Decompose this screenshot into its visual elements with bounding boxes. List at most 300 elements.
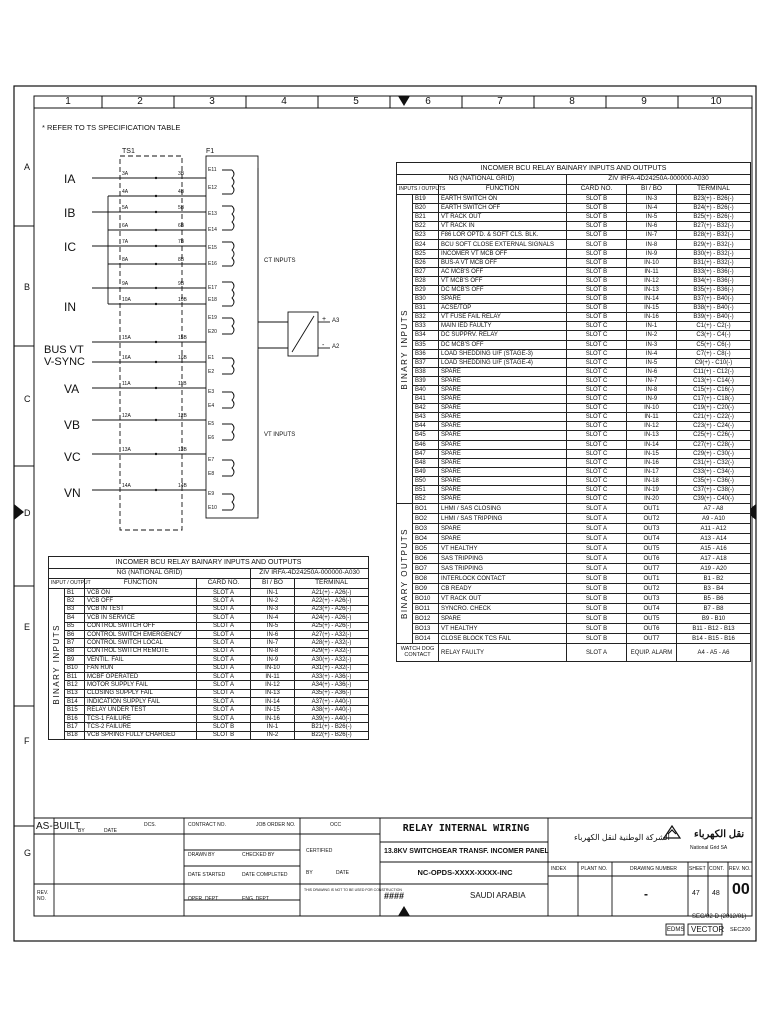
date-completed: DATE COMPLETED bbox=[242, 872, 288, 878]
ts-terminal-label: 13B bbox=[178, 447, 187, 453]
table-cell: IN-17 bbox=[627, 467, 677, 476]
table-cell: OUT7 bbox=[627, 634, 677, 644]
table-cell: A30(+) - A32(-) bbox=[295, 656, 369, 664]
ts-terminal-label: 10B bbox=[178, 297, 187, 303]
table-cell: SLOT C bbox=[567, 413, 627, 422]
cont-value: 48 bbox=[712, 890, 720, 897]
left-io-table bbox=[48, 556, 369, 740]
table-cell: BO10 bbox=[413, 594, 439, 604]
table-cell: B2 bbox=[65, 597, 85, 605]
col-function: FUNCTION bbox=[439, 185, 567, 195]
table-row bbox=[397, 295, 751, 304]
table-cell: SLOT A bbox=[197, 689, 251, 697]
table-cell: B29 bbox=[413, 285, 439, 294]
table-cell: C31(+) - C32(-) bbox=[677, 458, 751, 467]
table-row bbox=[397, 240, 751, 249]
table-cell: SPARE bbox=[439, 524, 567, 534]
table-cell: B30 bbox=[413, 295, 439, 304]
table-cell: VT MCB'S OFF bbox=[439, 276, 567, 285]
table-cell: IN-16 bbox=[251, 714, 295, 722]
table-cell: B47 bbox=[413, 449, 439, 458]
table-row bbox=[397, 267, 751, 276]
table-cell: B41 bbox=[413, 395, 439, 404]
ts-terminal-label: 6B bbox=[178, 223, 185, 229]
table-cell: IN-2 bbox=[251, 597, 295, 605]
table-cell: SLOT B bbox=[567, 231, 627, 240]
ts-terminal-label: 6A bbox=[122, 223, 129, 229]
table-cell: C7(+) - C8(-) bbox=[677, 349, 751, 358]
table-row bbox=[397, 574, 751, 584]
transducer-a2: A2 bbox=[332, 344, 340, 350]
table-row bbox=[397, 422, 751, 431]
table-cell: SLOT B bbox=[567, 304, 627, 313]
table-cell: C27(+) - C28(-) bbox=[677, 440, 751, 449]
table-cell: SLOT B bbox=[567, 313, 627, 322]
table-cell: A29(+) - A32(-) bbox=[295, 647, 369, 655]
as-built-date: DATE bbox=[104, 828, 117, 834]
table-row bbox=[397, 504, 751, 514]
table-row bbox=[397, 204, 751, 213]
table-cell: B40 bbox=[413, 385, 439, 394]
table-cell: B13 bbox=[65, 689, 85, 697]
ts-terminal-label: 8A bbox=[122, 257, 129, 263]
transducer-plus: + bbox=[322, 316, 327, 323]
table-cell: SLOT A bbox=[567, 544, 627, 554]
table-cell: IN-1 bbox=[251, 723, 295, 731]
table-cell: B32 bbox=[413, 313, 439, 322]
table-cell: C15(+) - C16(-) bbox=[677, 385, 751, 394]
signal-va: VA bbox=[64, 382, 80, 396]
table-row bbox=[49, 589, 369, 597]
table-cell: CONTROL SWITCH OFF bbox=[85, 622, 197, 630]
table-cell: B28(+) - B32(-) bbox=[677, 231, 751, 240]
left-table-title: INCOMER BCU RELAY BAINARY INPUTS AND OUTPUTS bbox=[49, 557, 369, 569]
table-cell: B6 bbox=[65, 630, 85, 638]
signal-in: IN bbox=[64, 300, 76, 314]
table-cell: SLOT A bbox=[197, 589, 251, 597]
table-row bbox=[49, 647, 369, 655]
ts1-label: TS1 bbox=[122, 148, 135, 155]
table-cell: IN-9 bbox=[251, 656, 295, 664]
table-cell: IN-12 bbox=[251, 681, 295, 689]
table-cell: B34 bbox=[413, 331, 439, 340]
table-cell: B48 bbox=[413, 458, 439, 467]
table-cell: B20 bbox=[413, 204, 439, 213]
table-cell: VCB IN TEST bbox=[85, 605, 197, 613]
table-cell: SLOT B bbox=[567, 240, 627, 249]
table-cell: B21 bbox=[413, 213, 439, 222]
watchdog-bibo: EQUIP. ALARM bbox=[627, 644, 677, 662]
table-cell: C3(+) - C4(-) bbox=[677, 331, 751, 340]
table-cell: SPARE bbox=[439, 404, 567, 413]
table-row bbox=[397, 404, 751, 413]
table-cell: IN-11 bbox=[627, 267, 677, 276]
table-cell: A15 - A16 bbox=[677, 544, 751, 554]
table-cell: IN-2 bbox=[251, 731, 295, 739]
table-row bbox=[397, 624, 751, 634]
table-cell: OUT5 bbox=[627, 544, 677, 554]
table-cell: SLOT A bbox=[197, 714, 251, 722]
signal-v-sync: V-SYNC bbox=[44, 356, 85, 368]
ts-terminal-label: 5A bbox=[122, 205, 129, 211]
watchdog-label: WATCH DOG CONTACT bbox=[397, 644, 439, 662]
table-cell: A7 - A8 bbox=[677, 504, 751, 514]
table-cell: IN-14 bbox=[627, 295, 677, 304]
table-cell: B30(+) - B32(-) bbox=[677, 249, 751, 258]
table-cell: IN-5 bbox=[627, 358, 677, 367]
table-cell: SLOT A bbox=[197, 622, 251, 630]
table-cell: SLOT C bbox=[567, 495, 627, 504]
table-cell: B33 bbox=[413, 322, 439, 331]
table-cell: C17(+) - C18(-) bbox=[677, 395, 751, 404]
table-row bbox=[397, 495, 751, 504]
col-terminal: TERMINAL bbox=[295, 579, 369, 589]
col-card: CARD NO. bbox=[197, 579, 251, 589]
table-cell: SLOT A bbox=[567, 554, 627, 564]
rev-value: 00 bbox=[732, 881, 750, 898]
table-cell: A28(+) - A32(-) bbox=[295, 639, 369, 647]
table-cell: VT RACK IN bbox=[439, 222, 567, 231]
table-cell: A24(+) - A26(-) bbox=[295, 614, 369, 622]
table-cell: B17 bbox=[65, 723, 85, 731]
ct-inputs-label: CT INPUTS bbox=[264, 258, 296, 264]
table-cell: IN-16 bbox=[627, 313, 677, 322]
f1-terminal-label: E9 bbox=[208, 491, 215, 497]
table-cell: VT FUSE FAIL RELAY bbox=[439, 313, 567, 322]
table-cell: B31 bbox=[413, 304, 439, 313]
table-cell: IN-1 bbox=[251, 589, 295, 597]
table-cell: SLOT C bbox=[567, 395, 627, 404]
table-row bbox=[397, 385, 751, 394]
table-cell: TCS-1 FAILURE bbox=[85, 714, 197, 722]
table-cell: SLOT B bbox=[567, 204, 627, 213]
table-cell: CLOSING SUPPLY FAIL bbox=[85, 689, 197, 697]
col-card: CARD NO. bbox=[567, 185, 627, 195]
table-cell: SLOT B bbox=[567, 195, 627, 204]
table-cell: B26 bbox=[413, 258, 439, 267]
table-cell: A31(+) - A32(-) bbox=[295, 664, 369, 672]
table-cell: SLOT C bbox=[567, 367, 627, 376]
table-cell: B27 bbox=[413, 267, 439, 276]
table-row bbox=[397, 604, 751, 614]
document-number: NC-OPDS-XXXX-XXXX-INC bbox=[417, 868, 513, 877]
table-cell: DC MCB'S OFF bbox=[439, 340, 567, 349]
table-cell: B21(+) - B26(-) bbox=[295, 723, 369, 731]
company-name-english: National Grid SA bbox=[690, 845, 728, 851]
ts-terminal-label: 9A bbox=[122, 281, 129, 287]
table-row bbox=[397, 524, 751, 534]
table-cell: DC MCB'S OFF bbox=[439, 285, 567, 294]
table-cell: BO1 bbox=[413, 504, 439, 514]
row-letter: G bbox=[24, 848, 32, 858]
table-row bbox=[49, 731, 369, 739]
table-cell: B37(+) - B40(-) bbox=[677, 295, 751, 304]
table-cell: VCB SPRING FULLY CHARGED bbox=[85, 731, 197, 739]
construction-notice: THIS DRAWING IS NOT TO BE USED FOR CONSTRUCTION bbox=[304, 888, 402, 892]
table-row bbox=[397, 313, 751, 322]
column-number: 10 bbox=[710, 96, 722, 107]
table-cell: B16 bbox=[65, 714, 85, 722]
table-cell: SLOT B bbox=[567, 249, 627, 258]
ts-terminal-label: 15A bbox=[122, 335, 131, 341]
ts-terminal-label: 8B bbox=[178, 257, 185, 263]
table-cell: BO12 bbox=[413, 614, 439, 624]
table-row bbox=[397, 440, 751, 449]
table-cell: SLOT A bbox=[567, 514, 627, 524]
table-row bbox=[397, 222, 751, 231]
table-cell: AC MCB'S OFF bbox=[439, 267, 567, 276]
table-row bbox=[49, 714, 369, 722]
table-cell: SLOT C bbox=[567, 322, 627, 331]
table-cell: RELAY UNDER TEST bbox=[85, 706, 197, 714]
table-cell: SYNCRO. CHECK bbox=[439, 604, 567, 614]
table-cell: BO9 bbox=[413, 584, 439, 594]
table-cell: SLOT B bbox=[197, 723, 251, 731]
f1-terminal-label: E12 bbox=[208, 185, 217, 191]
table-cell: SLOT C bbox=[567, 376, 627, 385]
table-cell: SLOT B bbox=[567, 276, 627, 285]
table-cell: A22(+) - A26(-) bbox=[295, 597, 369, 605]
table-cell: IN-15 bbox=[627, 304, 677, 313]
signal-ic: IC bbox=[64, 240, 76, 254]
table-row bbox=[397, 358, 751, 367]
table-cell: SLOT A bbox=[197, 597, 251, 605]
table-cell: SPARE bbox=[439, 367, 567, 376]
table-cell: A13 - A14 bbox=[677, 534, 751, 544]
table-cell: SPARE bbox=[439, 395, 567, 404]
table-cell: OUT2 bbox=[627, 584, 677, 594]
table-cell: A11 - A12 bbox=[677, 524, 751, 534]
f1-terminal-label: E19 bbox=[208, 315, 217, 321]
table-cell: BO2 bbox=[413, 514, 439, 524]
table-cell: VCB ON bbox=[85, 589, 197, 597]
ts-terminal-label: 3B bbox=[178, 171, 185, 177]
table-row bbox=[397, 594, 751, 604]
table-cell: VCB IN SERVICE bbox=[85, 614, 197, 622]
table-cell: SLOT C bbox=[567, 449, 627, 458]
table-cell: SLOT B bbox=[567, 574, 627, 584]
table-row bbox=[397, 258, 751, 267]
table-cell: B37 bbox=[413, 358, 439, 367]
table-cell: SLOT A bbox=[197, 605, 251, 613]
table-row bbox=[49, 622, 369, 630]
table-cell: OUT6 bbox=[627, 624, 677, 634]
table-cell: B9 - B10 bbox=[677, 614, 751, 624]
table-cell: CONTROL SWITCH LOCAL bbox=[85, 639, 197, 647]
column-number: 2 bbox=[137, 96, 143, 107]
table-cell: VCB OFF bbox=[85, 597, 197, 605]
table-cell: B25 bbox=[413, 249, 439, 258]
table-cell: IN-4 bbox=[627, 349, 677, 358]
rev-label: REV. NO. bbox=[729, 866, 751, 872]
table-row bbox=[397, 331, 751, 340]
column-number: 1 bbox=[65, 96, 71, 107]
right-io-header: INPUTS / OUTPUTS bbox=[397, 185, 439, 195]
table-cell: IN-1 bbox=[627, 322, 677, 331]
f1-terminal-label: E11 bbox=[208, 167, 217, 173]
table-cell: SLOT B bbox=[567, 614, 627, 624]
table-cell: A34(+) - A36(-) bbox=[295, 681, 369, 689]
table-cell: IN-15 bbox=[251, 706, 295, 714]
table-row bbox=[49, 723, 369, 731]
table-row bbox=[397, 614, 751, 624]
table-cell: IN-15 bbox=[627, 449, 677, 458]
column-number: 9 bbox=[641, 96, 647, 107]
table-cell: B3 bbox=[65, 605, 85, 613]
table-cell: B36 bbox=[413, 349, 439, 358]
table-cell: OUT4 bbox=[627, 534, 677, 544]
occ-label: OCC bbox=[330, 822, 342, 828]
table-row bbox=[49, 698, 369, 706]
company-name-arabic: الشركة الوطنية لنقل الكهرباء bbox=[574, 833, 670, 842]
ts-terminal-label: 7B bbox=[178, 239, 185, 245]
table-row bbox=[397, 195, 751, 204]
table-cell: B44 bbox=[413, 422, 439, 431]
table-cell: B31(+) - B32(-) bbox=[677, 258, 751, 267]
table-cell: SLOT A bbox=[197, 614, 251, 622]
signal-ib: IB bbox=[64, 206, 76, 220]
table-cell: SLOT A bbox=[197, 656, 251, 664]
f1-terminal-label: E18 bbox=[208, 297, 217, 303]
ts-terminal-label: 10A bbox=[122, 297, 131, 303]
table-cell: A38(+) - A40(-) bbox=[295, 706, 369, 714]
table-cell: C11(+) - C12(-) bbox=[677, 367, 751, 376]
footer-code: SEC/02-D (2012/01) bbox=[692, 914, 747, 920]
ts-terminal-label: 14A bbox=[122, 483, 131, 489]
table-cell: C25(+) - C26(-) bbox=[677, 431, 751, 440]
ts-terminal-label: 16B bbox=[178, 355, 187, 361]
table-cell: B39 bbox=[413, 376, 439, 385]
table-cell: A37(+) - A40(-) bbox=[295, 698, 369, 706]
table-cell: IN-4 bbox=[627, 204, 677, 213]
sheet-value: 47 bbox=[692, 890, 700, 897]
plant-no-label: PLANT NO. bbox=[581, 866, 608, 872]
table-row bbox=[397, 514, 751, 524]
table-cell: IN-13 bbox=[251, 689, 295, 697]
table-cell: IN-7 bbox=[627, 231, 677, 240]
ts-terminal-label: 3A bbox=[122, 171, 129, 177]
table-cell: IN-5 bbox=[627, 213, 677, 222]
table-cell: A27(+) - A32(-) bbox=[295, 630, 369, 638]
table-row bbox=[397, 564, 751, 574]
table-row bbox=[397, 584, 751, 594]
table-cell: VT RACK OUT bbox=[439, 213, 567, 222]
table-cell: B51 bbox=[413, 486, 439, 495]
table-cell: SLOT B bbox=[567, 258, 627, 267]
column-number: 8 bbox=[569, 96, 575, 107]
table-cell: B28 bbox=[413, 276, 439, 285]
table-cell: IN-9 bbox=[627, 249, 677, 258]
table-cell: SLOT B bbox=[567, 295, 627, 304]
table-cell: BO14 bbox=[413, 634, 439, 644]
table-cell: B9 bbox=[65, 656, 85, 664]
date-label: DATE bbox=[336, 870, 349, 876]
as-built-dcs: DCS. bbox=[144, 822, 156, 828]
table-cell: OUT1 bbox=[627, 574, 677, 584]
table-cell: B10 bbox=[65, 664, 85, 672]
table-cell: VT RACK OUT bbox=[439, 594, 567, 604]
table-row bbox=[397, 476, 751, 485]
table-cell: CB READY bbox=[439, 584, 567, 594]
table-cell: VENTIL. FAIL bbox=[85, 656, 197, 664]
rev-no-label: REV. NO. bbox=[37, 890, 49, 902]
table-cell: C5(+) - C6(-) bbox=[677, 340, 751, 349]
table-cell: IN-10 bbox=[627, 404, 677, 413]
f1-terminal-label: E2 bbox=[208, 369, 215, 375]
table-cell: SLOT A bbox=[197, 681, 251, 689]
table-cell: SPARE bbox=[439, 449, 567, 458]
drawing-title: RELAY INTERNAL WIRING bbox=[402, 823, 530, 834]
table-cell: SLOT C bbox=[567, 358, 627, 367]
table-cell: A21(+) - A26(-) bbox=[295, 589, 369, 597]
group-label: BINARY INPUTS bbox=[51, 623, 61, 705]
f1-terminal-label: E14 bbox=[208, 227, 217, 233]
table-row bbox=[397, 634, 751, 644]
table-row bbox=[397, 340, 751, 349]
f1-label: F1 bbox=[206, 148, 215, 155]
table-cell: MAIN IED FAULTY bbox=[439, 322, 567, 331]
table-cell: B24 bbox=[413, 240, 439, 249]
table-cell: SPARE bbox=[439, 413, 567, 422]
table-cell: SPARE bbox=[439, 614, 567, 624]
table-cell: IN-8 bbox=[627, 240, 677, 249]
f1-terminal-label: E5 bbox=[208, 421, 215, 427]
spec-note: * REFER TO TS SPECIFICATION TABLE bbox=[42, 123, 181, 132]
table-cell: FAN RUN bbox=[85, 664, 197, 672]
table-cell: VT HEALTHY bbox=[439, 624, 567, 634]
table-cell: B49 bbox=[413, 467, 439, 476]
table-cell: INCOMER VT MCB OFF bbox=[439, 249, 567, 258]
table-cell: SLOT C bbox=[567, 422, 627, 431]
group-label: BINARY INPUTS bbox=[399, 308, 409, 390]
table-cell: BO3 bbox=[413, 524, 439, 534]
table-cell: A23(+) - A26(-) bbox=[295, 605, 369, 613]
table-row bbox=[49, 639, 369, 647]
table-cell: IN-3 bbox=[251, 605, 295, 613]
ts-terminal-label: 5B bbox=[178, 205, 185, 211]
table-row bbox=[397, 458, 751, 467]
date-started: DATE STARTED bbox=[188, 872, 226, 878]
table-cell: B1 - B2 bbox=[677, 574, 751, 584]
ts-terminal-label: 12B bbox=[178, 413, 187, 419]
column-number: 5 bbox=[353, 96, 359, 107]
table-cell: B33(+) - B36(-) bbox=[677, 267, 751, 276]
table-cell: SLOT A bbox=[567, 534, 627, 544]
table-cell: C37(+) - C38(-) bbox=[677, 486, 751, 495]
table-cell: VT HEALTHY bbox=[439, 544, 567, 554]
table-cell: SLOT C bbox=[567, 340, 627, 349]
table-cell: C13(+) - C14(-) bbox=[677, 376, 751, 385]
table-cell: IN-7 bbox=[251, 639, 295, 647]
table-cell: B4 bbox=[65, 614, 85, 622]
table-cell: IN-14 bbox=[627, 440, 677, 449]
drawing-subtitle: 13.8KV SWITCHGEAR TRANSF. INCOMER PANEL bbox=[384, 848, 549, 855]
table-cell: C39(+) - C40(-) bbox=[677, 495, 751, 504]
table-cell: C29(+) - C30(-) bbox=[677, 449, 751, 458]
table-cell: SPARE bbox=[439, 440, 567, 449]
table-cell: B27(+) - B32(-) bbox=[677, 222, 751, 231]
ts-terminal-label: 9B bbox=[178, 281, 185, 287]
table-cell: OUT3 bbox=[627, 594, 677, 604]
table-row bbox=[49, 681, 369, 689]
table-cell: C35(+) - C36(-) bbox=[677, 476, 751, 485]
table-row bbox=[397, 249, 751, 258]
table-cell: SLOT C bbox=[567, 404, 627, 413]
table-cell: BCU SOFT CLOSE EXTERNAL SIGNALS bbox=[439, 240, 567, 249]
table-cell: SLOT A bbox=[567, 524, 627, 534]
table-cell: B35(+) - B36(-) bbox=[677, 285, 751, 294]
table-cell: OUT4 bbox=[627, 604, 677, 614]
